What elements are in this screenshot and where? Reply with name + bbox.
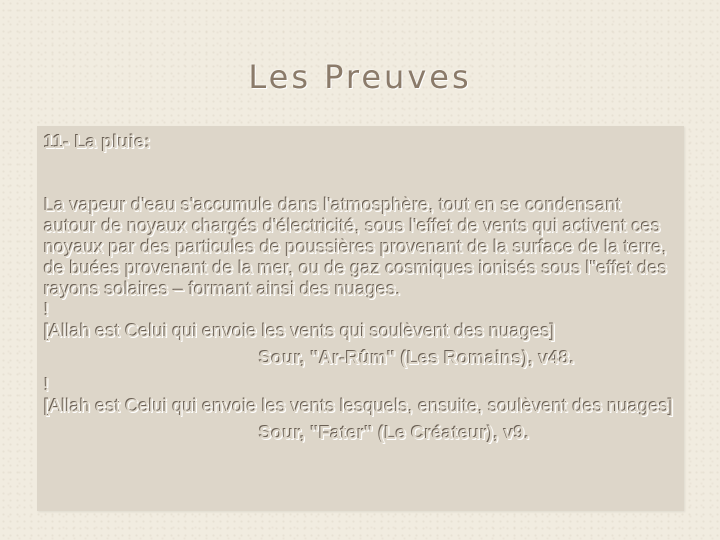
quran-verse-2: [Allah est Celui qui envoie les vents lesquels, ensuite, soulèvent des nuages] — [44, 395, 674, 416]
section-heading: 11- La pluie: — [44, 131, 151, 152]
spacer — [44, 152, 678, 194]
body-paragraph: La vapeur d'eau s'accumule dans l'atmosphère, tout en se condensant autour de noyaux chargés d'électricité, sous l'effet de vents qui activent ces noyaux par des particules de poussières provenant de la surface de la terre, de buées provenant de la mer, ou de gaz cosmiques ionisés sous l"effet des rayons solaires – formant ainsi des nuages. — [44, 194, 668, 299]
exclamation-mark-1: ! — [44, 299, 50, 320]
verse-reference-2: Sour, "Fater" (Le Créateur), v9. — [259, 422, 530, 443]
quran-verse-1: [Allah est Celui qui envoie les vents qui soulèvent des nuages] — [44, 320, 556, 341]
slide-title: Les Preuves — [248, 58, 472, 96]
exclamation-mark-2: ! — [44, 374, 50, 395]
content-box — [37, 126, 684, 511]
verse-reference-1: Sour, "Ar-Rûm" (Les Romains), v48. — [259, 347, 575, 368]
